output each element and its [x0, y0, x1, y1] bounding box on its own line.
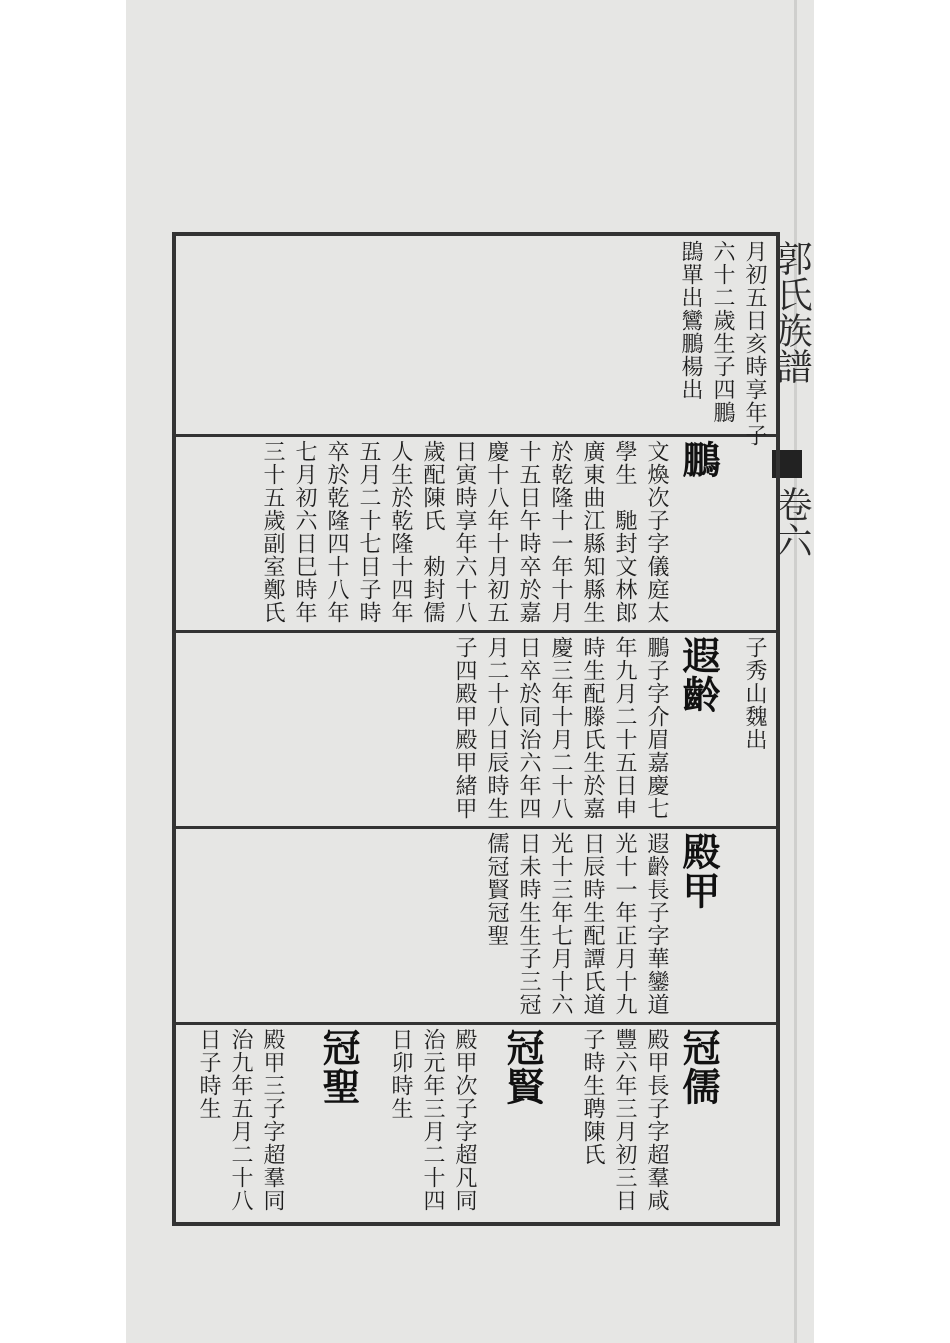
text-column: 遐齡長子字華鑾道: [644, 832, 669, 1016]
text-column: 豐六年三月初三日: [612, 1028, 637, 1212]
text-column: 文煥次子字儀庭太: [644, 440, 669, 624]
text-column: 六十二歲生子四鵬: [710, 240, 735, 424]
text-column: 日辰時生配譚氏道: [580, 832, 605, 1016]
text-column: 三十五歲副室鄭氏: [260, 440, 285, 624]
text-column: 光十一年正月十九: [612, 832, 637, 1016]
text-column: 時生配滕氏生於嘉: [580, 636, 605, 820]
text-column: 子時生聘陳氏: [580, 1028, 605, 1166]
row-divider-2: [172, 630, 780, 633]
text-column: 月初五日亥時享年子: [742, 240, 767, 447]
row-divider-3: [172, 826, 780, 829]
text-column: 慶三年十月二十八: [548, 636, 573, 820]
text-column: 日卯時生: [388, 1028, 413, 1120]
text-column: 殿甲次子字超凡同: [452, 1028, 477, 1212]
text-column: 十五日午時卒於嘉: [516, 440, 541, 624]
text-column: 七月初六日巳時年: [292, 440, 317, 624]
text-column: 子秀山魏出: [742, 636, 767, 751]
text-column: 日寅時享年六十八: [452, 440, 477, 624]
header-volume: 卷六: [771, 486, 812, 558]
text-column: 五月二十七日子時: [356, 440, 381, 624]
text-column: 日子時生: [196, 1028, 221, 1120]
page-fold-line: [794, 0, 797, 1343]
text-column: 日卒於同治六年四: [516, 636, 541, 820]
text-column: 學生 馳封文林郎: [612, 440, 637, 624]
row-divider-1: [172, 434, 780, 437]
text-column: 於乾隆十一年十月: [548, 440, 573, 624]
text-column: 治九年五月二十八: [228, 1028, 253, 1212]
header-title: 郭氏族譜: [771, 240, 812, 384]
text-column: 殿甲長子字超羣咸: [644, 1028, 669, 1212]
person-name-guanru: 冠儒: [676, 1028, 721, 1106]
person-name-guanxian: 冠賢: [500, 1028, 545, 1106]
text-column: 光十三年七月十六: [548, 832, 573, 1016]
text-column: 鵬子字介眉嘉慶七: [644, 636, 669, 820]
person-name-xialing: 遐齡: [676, 636, 721, 714]
text-column: 殿甲三子字超羣同: [260, 1028, 285, 1212]
person-name-guansheng: 冠聖: [316, 1028, 361, 1106]
text-column: 慶十八年十月初五: [484, 440, 509, 624]
person-name-peng: 鵬: [676, 440, 721, 479]
text-column: 治元年三月二十四: [420, 1028, 445, 1212]
text-column: 日未時生生子三冠: [516, 832, 541, 1016]
text-column: 子四殿甲殿甲緒甲: [452, 636, 477, 820]
text-column: 鵾單出鸞鵬楊出: [678, 240, 703, 401]
text-column: 歲配陳氏 勑封儒: [420, 440, 445, 624]
text-column: 卒於乾隆四十八年: [324, 440, 349, 624]
text-column: 人生於乾隆十四年: [388, 440, 413, 624]
text-column: 年九月二十五日申: [612, 636, 637, 820]
text-column: 月二十八日辰時生: [484, 636, 509, 820]
text-column: 儒冠賢冠聖: [484, 832, 509, 947]
text-column: 廣東曲江縣知縣生: [580, 440, 605, 624]
row-divider-4: [172, 1022, 780, 1025]
person-name-dianjia: 殿甲: [676, 832, 721, 910]
